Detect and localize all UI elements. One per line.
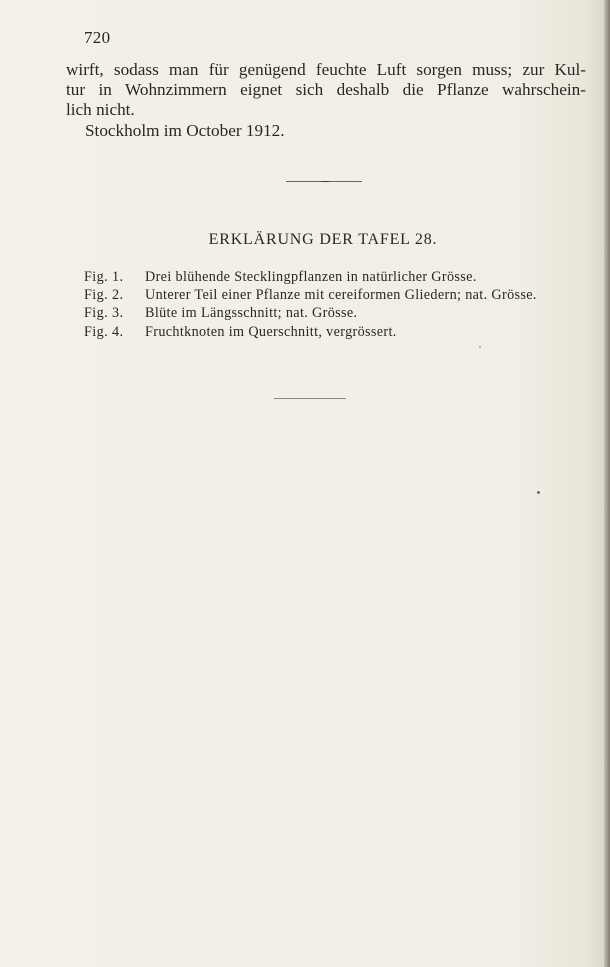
body-line: lich nicht. [66,100,135,120]
figure-label: Fig. 2. [84,287,124,304]
figure-label: Fig. 3. [84,305,124,322]
figure-caption [84,304,594,322]
plate-heading: ERKLÄRUNG DER TAFEL 28. [208,231,438,248]
page-number: 720 [84,28,111,47]
paper-speck [537,491,540,494]
figure-label: Fig. 1. [84,269,124,285]
end-divider [274,398,346,399]
figure-captions [84,268,594,341]
body-paragraph [66,60,586,141]
figure-caption [84,286,594,304]
body-line: wirft, sodass man für genügend feuchte Luft sorgen muss; zur Kul- [66,60,586,79]
figure-description: Drei blühende Stecklingpflanzen in natürlicher Grösse. [145,269,477,285]
paper-speck [479,346,481,348]
divider-center-mark [321,181,329,182]
page-edge [604,0,610,967]
figure-description: Blüte im Längsschnitt; nat. Grösse. [145,305,358,322]
body-line: tur in Wohnzimmern eignet sich deshalb die Pflanze wahrschein- [66,80,586,100]
figure-description: Fruchtknoten im Querschnitt, vergrössert. [145,323,397,340]
place-date-line: Stockholm im October 1912. [85,120,285,140]
figure-caption [84,323,594,341]
figure-caption [84,268,594,286]
figure-description: Unterer Teil einer Pflanze mit cereiformen Gliedern; nat. Grösse. [145,287,537,304]
figure-label: Fig. 4. [84,323,124,340]
section-divider [286,181,362,182]
